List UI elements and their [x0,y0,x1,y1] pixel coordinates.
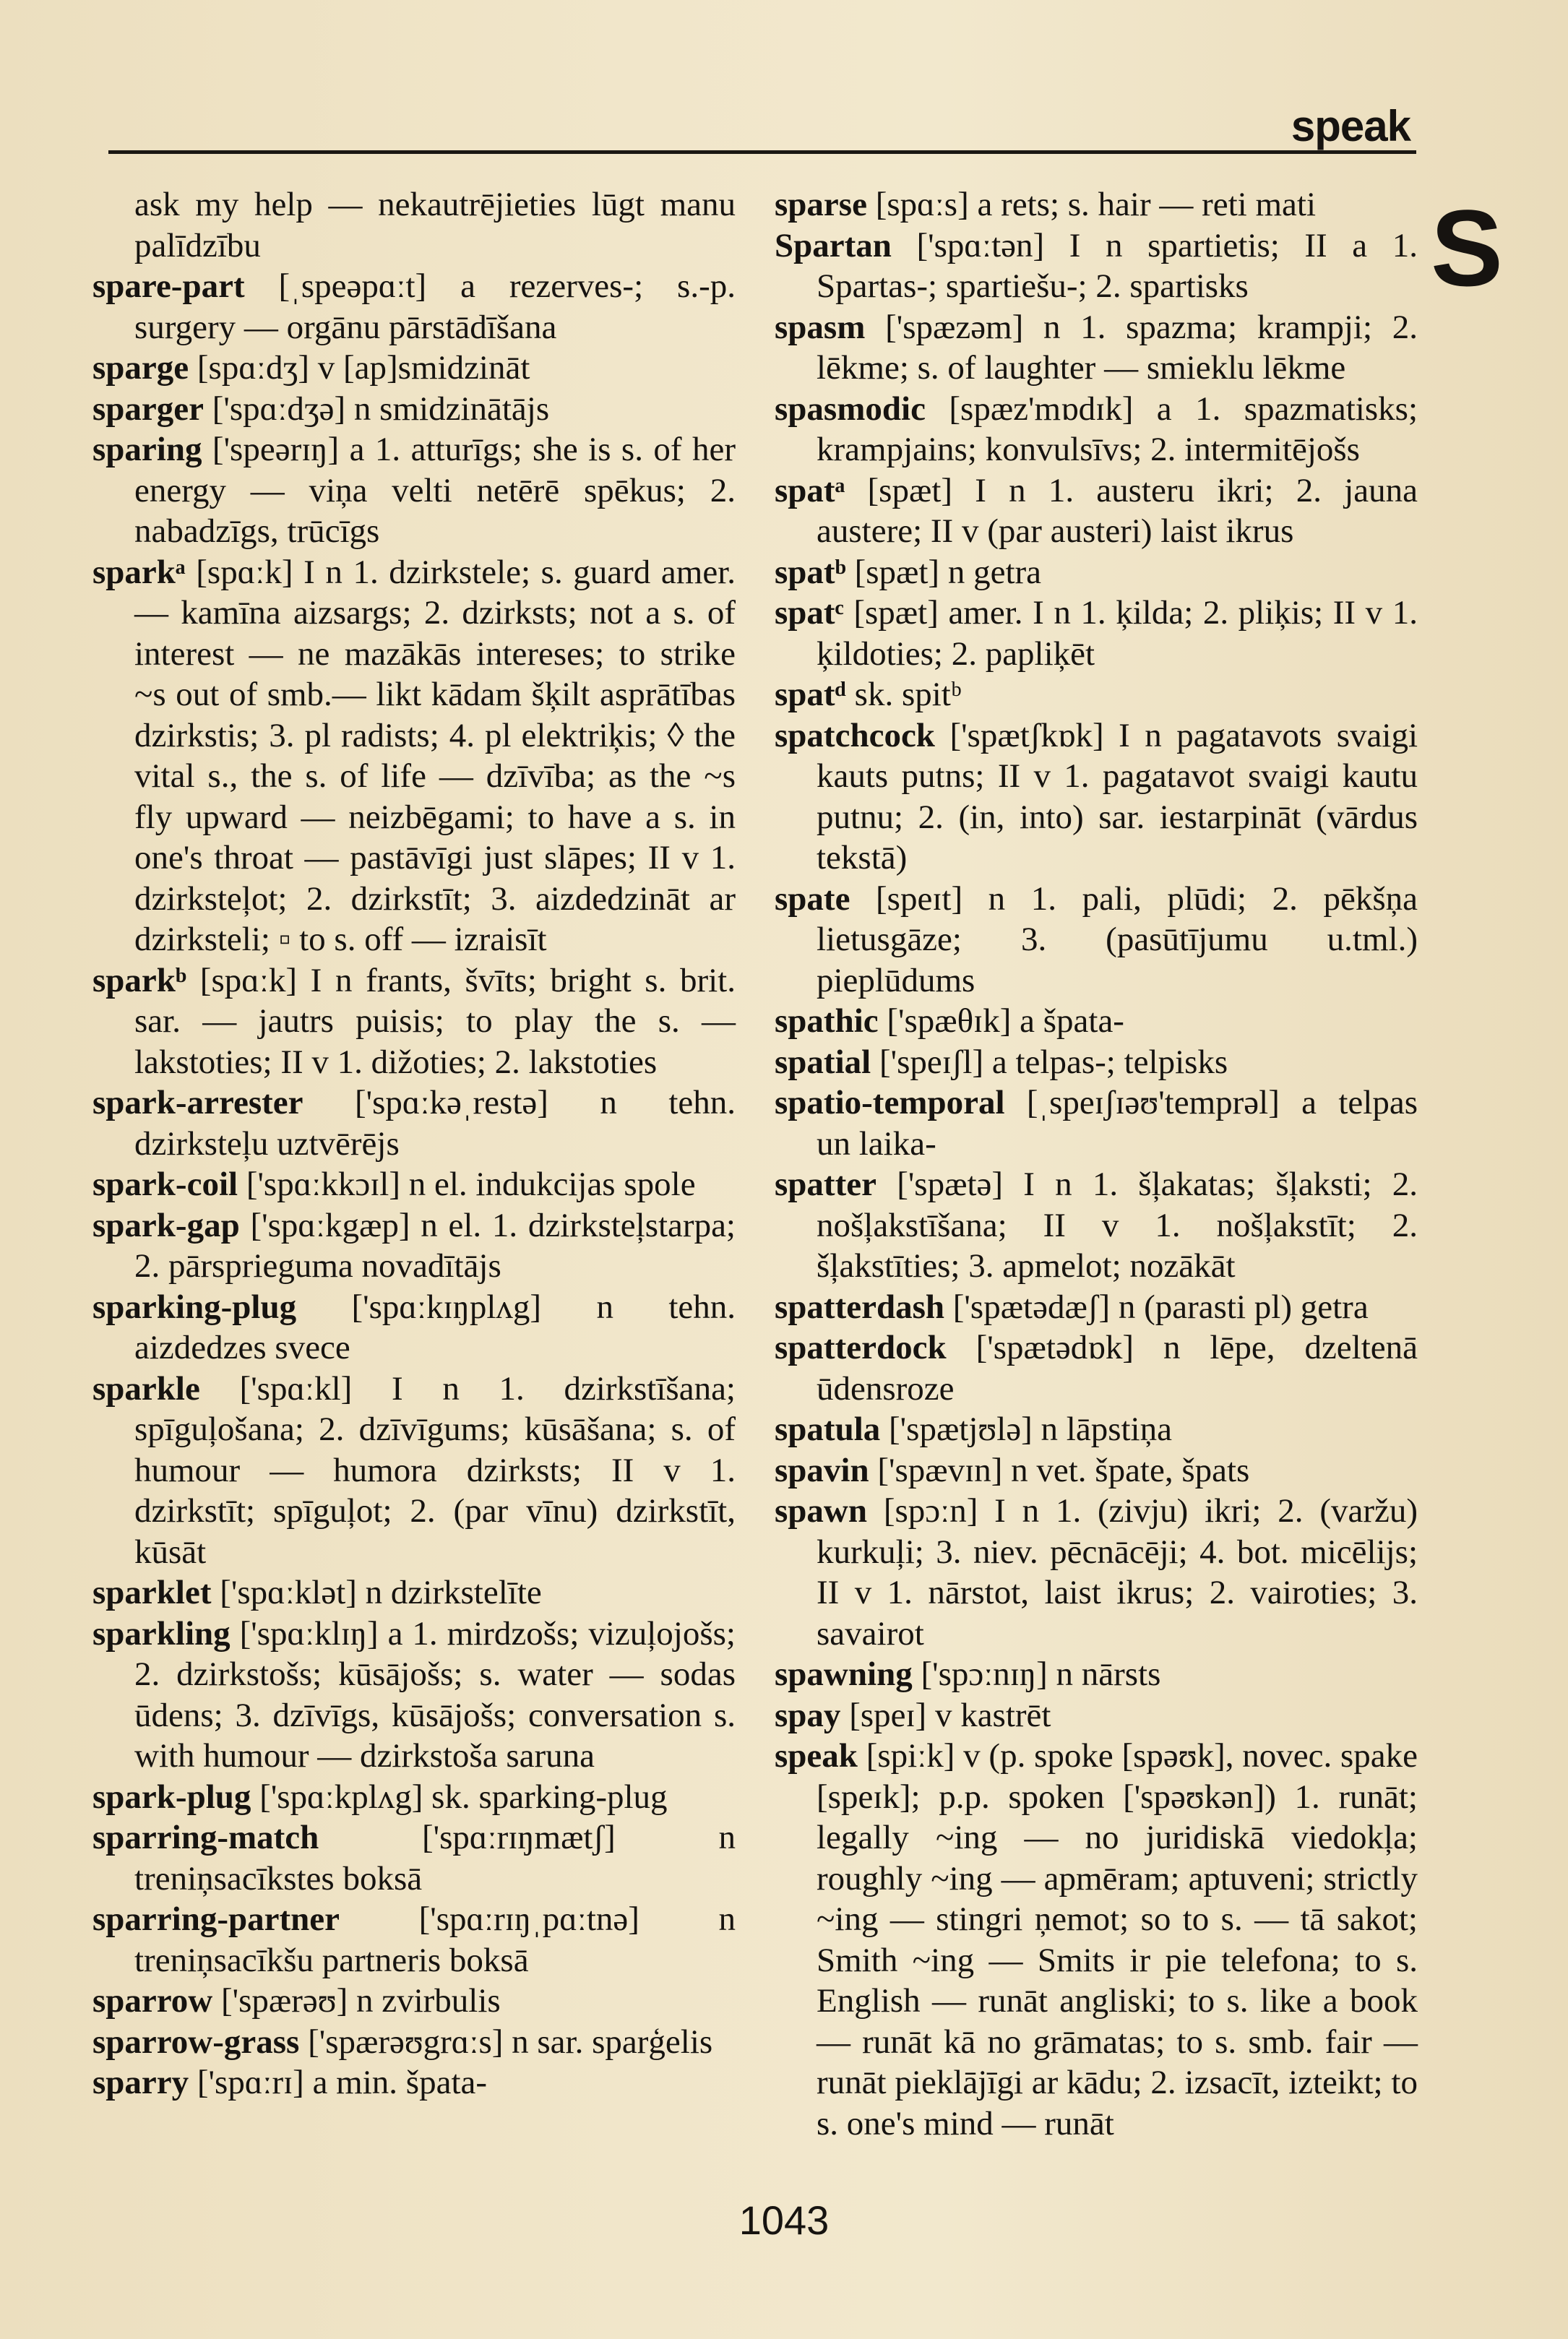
entry-definition: ['spɑːkgæp] n el. 1. dzirksteļstarpa; 2. pārsprieguma novadītājs [134,1206,736,1285]
entry-headword: sparring-partner [92,1900,340,1938]
entry-definition: [spæt] amer. I n 1. ķilda; 2. pliķis; II v 1. ķildoties; 2. papliķēt [817,594,1418,673]
dictionary-entry [775,715,1418,879]
entry-headword: speak [775,1737,858,1775]
dictionary-entry [92,960,736,1083]
entry-definition: ['spɑːrɪŋmætʃ] n treniņsacīkstes boksā [134,1819,736,1898]
entry-headword: spatᵈ [775,676,846,713]
entry-definition: [spɑːs] a rets; s. hair — reti mati [866,186,1317,223]
entry-definition: ['spærəʊ] n zvirbulis [212,1982,501,2020]
entry-headword: sparkᵃ [92,553,186,591]
dictionary-entry [92,1287,736,1369]
dictionary-entry [92,1205,736,1287]
entry-definition: ['spɑːkl] I n 1. dzirkstīšana; spīguļošana; 2. dzīvīgums; kūsāšana; s. of humour — humora dzirksts; II v 1. dzirkstīt; spīguļot; 2. (par vīnu) dzirkstīt, kūsāt [134,1369,736,1571]
dictionary-entry [92,2062,736,2103]
entry-headword: sparry [92,2064,189,2101]
entry-definition: [speɪ] v kastrēt [840,1696,1051,1734]
entry-headword: spasmodic [775,389,926,428]
entry-headword: spatula [775,1410,881,1448]
entry-definition: ['spævɪn] n vet. špate, špats [869,1451,1250,1489]
entry-headword: spate [775,879,850,918]
entry-headword: sparrow-grass [92,2023,300,2061]
dictionary-entry [775,307,1418,389]
entry-definition: ['spætədɒk] n lēpe, dzeltenā ūdensroze [817,1329,1418,1408]
dictionary-entry [775,552,1418,593]
entry-definition: ['spætʃkɒk] I n pagatavots svaigi kauts putns; II v 1. pagatavot svaigi kautu putnu; 2. (in, into) sar. iestarpināt (vārdus tekstā) [817,716,1418,876]
entry-definition: [spiːk] v (p. spoke [spəʊk], novec. spake [speɪk]; p.p. spoken ['spəʊkən]) 1. runāt; legally ~ing — no juridiskā viedokļa; roughly ~ing — apmēram; aptuveni; strictly ~ing — stingri ņemot; so to s. — tā sakot; Smith ~ing — Smits ir pie telefona; to s. English — runāt angliski; to s. like a book — runāt kā no grāmatas; to s. smb. fair — runāt pieklājīgi ar kādu; 2. izsacīt, izteikt; to s. one's mind — runāt [817,1737,1418,2142]
entry-definition: ask my help — nekautrējieties lūgt manu palīdzību [134,186,736,264]
entry-headword: spatᵃ [775,471,845,509]
entry-headword: sparrow [92,1982,213,2020]
dictionary-entry [92,348,736,389]
entry-definition: [spæz'mɒdɪk] a 1. spazmatisks; krampjains; konvulsīvs; 2. intermitējošs [817,389,1418,468]
dictionary-entry [775,879,1418,1001]
entry-definition: ['spɑːklɪŋ] a 1. mirdzošs; vizuļojošs; 2. dzirkstošs; kūsājošs; s. water — sodas ūdens; 3. dzīvīgs, kūsājošs; conversation s. with humour — dzirkstoša saruna [134,1614,736,1775]
dictionary-entry [775,225,1418,307]
dictionary-entry [775,1287,1418,1328]
entry-headword: spathic [775,1002,879,1040]
entry-headword: sparkle [92,1369,200,1408]
dictionary-entry [92,1082,736,1164]
entry-definition: ['spɑːtən] I n spartietis; II a 1. Spartas-; spartiešu-; 2. spartisks [817,226,1418,305]
entry-definition: ['spɑːdʒə] n smidzinātājs [204,389,550,428]
dictionary-entry [92,266,736,348]
dictionary-entry [92,552,736,960]
dictionary-entry [92,1777,736,1818]
entry-definition: ['speɪʃl] a telpas-; telpisks [871,1043,1228,1081]
entry-headword: spark-coil [92,1166,238,1203]
entry-headword: sparklet [92,1574,212,1611]
entry-definition: [ˌspeɪʃɪəʊ'temprəl] a telpas un laika- [817,1084,1418,1163]
entry-headword: sparkling [92,1614,231,1653]
entry-definition: ['spæθɪk] a špata- [878,1002,1124,1040]
entry-definition: [spæt] n getra [845,553,1042,591]
entry-headword: sparger [92,389,204,428]
entry-definition: ['spɔːnɪŋ] n nārsts [912,1655,1161,1693]
entry-definition: ['spætjʊlə] n lāpstiņa [880,1410,1172,1448]
entry-headword: spatᵇ [775,553,846,591]
entry-headword: spark-plug [92,1778,251,1816]
dictionary-entry [92,429,736,552]
dictionary-entry [775,1042,1418,1083]
entry-definition: ['spɑːrɪŋˌpɑːtnə] n treniņsacīkšu partneris boksā [134,1900,736,1979]
entry-headword: spawning [775,1655,913,1693]
entry-definition: ['spɑːkplʌg] sk. sparking-plug [251,1778,668,1816]
entry-definition: ['spæzəm] n 1. spazma; krampji; 2. lēkme; s. of laughter — smieklu lēkme [817,308,1418,387]
entry-headword: spatio-temporal [775,1084,1005,1121]
entry-headword: spatᶜ [775,594,844,632]
entry-definition: [spɑːk] I n frants, švīts; bright s. brit. sar. — jautrs puisis; to play the s. — lakstoties; II v 1. dižoties; 2. lakstoties [134,961,736,1081]
dictionary-entry [92,1817,736,1899]
entry-headword: sparing [92,431,202,468]
dictionary-entry [92,1614,736,1777]
entry-headword: spavin [775,1451,869,1489]
dictionary-entry [775,1164,1418,1287]
dictionary-entry [92,184,736,266]
entry-definition: [spɑːk] I n 1. dzirkstele; s. guard amer. — kamīna aizsargs; 2. dzirksts; not a s. of interest — ne mazākās intereses; to strike ~s out of smb.— likt kādam šķilt asprātības dzirkstis; 3. pl radists; 4. pl elektriķis; ◊ the vital s., the s. of life — dzīvība; as the ~s fly upward — neizbēgami; to have a s. in one's throat — pastāvīgi just slāpes; II v 1. dzirksteļot; 2. dzirkstīt; 3. aizdedzināt ar dzirksteli; ▫ to s. off — izraisīt [134,553,736,958]
dictionary-entry [775,1327,1418,1409]
entry-definition: ['spɑːkkɔɪl] n el. indukcijas spole [238,1166,696,1203]
dictionary-entry [775,1654,1418,1695]
entry-definition: ['spɑːkɪŋplʌg] n tehn. aizdedzes svece [134,1288,736,1366]
entry-definition: ['speərɪŋ] a 1. atturīgs; she is s. of her energy — viņa velti netērē spēkus; 2. nabadzīgs, trūcīgs [134,431,736,550]
entry-headword: spay [775,1696,841,1734]
entry-definition: ['spætə] I n 1. šļakatas; šļaksti; 2. nošļakstīšana; II v 1. nošļakstīt; 2. šļakstīties; 3. apmelot; nozākāt [817,1166,1418,1285]
entry-headword: spasm [775,308,866,346]
entry-headword: sparse [775,186,867,223]
entry-definition: ['spɑːkəˌrestə] n tehn. dzirksteļu uztvērējs [134,1084,736,1163]
dictionary-entry [92,1164,736,1205]
entry-definition: ['spɑːrɪ] a min. špata- [189,2064,488,2101]
entry-headword: spark-gap [92,1206,240,1244]
section-letter-tab: S [1431,187,1504,309]
dictionary-entry [775,389,1418,470]
entry-definition: [spæt] I n 1. austeru ikri; 2. jauna austere; II v (par austeri) laist ikrus [817,471,1418,550]
dictionary-entry [775,1450,1418,1491]
entry-headword: spatial [775,1043,871,1081]
entry-headword: spawn [775,1492,868,1530]
entry-definition: sk. spitᵇ [845,676,962,713]
running-header-word: speak [1291,102,1410,150]
page-number: 1043 [738,2197,830,2243]
dictionary-entry [775,1695,1418,1736]
dictionary-entry [775,1736,1418,2144]
dictionary-entry [775,1491,1418,1654]
entry-headword: spatterdash [775,1288,945,1326]
dictionary-entry [92,2022,736,2063]
dictionary-entry [775,1001,1418,1042]
entry-headword: spare-part [92,267,245,305]
dictionary-entry [775,184,1418,225]
entry-definition: [ˌspeəpɑːt] a rezerves-; s.-p. surgery — orgānu pārstādīšana [134,267,736,346]
entry-headword: sparring-match [92,1819,319,1856]
dictionary-entry [92,1369,736,1573]
entry-definition: ['spærəʊgrɑːs] n sar. sparģelis [299,2023,713,2061]
entry-headword: sparge [92,349,189,387]
left-column [92,184,736,2103]
dictionary-entry [92,1981,736,2022]
entry-headword: spatter [775,1166,876,1203]
dictionary-entry [775,674,1418,715]
dictionary-entry [775,593,1418,674]
dictionary-entry [775,1082,1418,1164]
dictionary-entry [92,1899,736,1981]
entry-headword: sparking-plug [92,1288,297,1326]
entry-headword: spatterdock [775,1329,947,1366]
dictionary-entry [775,1409,1418,1450]
dictionary-entry [92,1572,736,1614]
header-rule [108,150,1416,154]
entry-headword: spatchcock [775,716,935,754]
entry-definition: [spɔːn] I n 1. (zivju) ikri; 2. (varžu) kurkuļi; 3. niev. pēcnācēji; 4. bot. micēlijs; II v 1. nārstot, laist ikrus; 2. vairoties; 3. savairot [817,1492,1418,1653]
entry-headword: sparkᵇ [92,961,187,999]
entry-definition: ['spɑːklət] n dzirkstelīte [211,1574,542,1611]
entry-definition: [spɑːdʒ] v [ap]smidzināt [189,349,530,387]
entry-definition: [speɪt] n 1. pali, plūdi; 2. pēkšņa lietusgāze; 3. (pasūtījumu u.tml.) pieplūdums [817,879,1418,999]
entry-definition: ['spætədæʃ] n (parasti pl) getra [944,1288,1369,1326]
right-column [775,184,1418,2144]
dictionary-entry [92,389,736,430]
entry-headword: Spartan [775,226,892,264]
entry-headword: spark-arrester [92,1084,303,1121]
dictionary-entry [775,470,1418,552]
